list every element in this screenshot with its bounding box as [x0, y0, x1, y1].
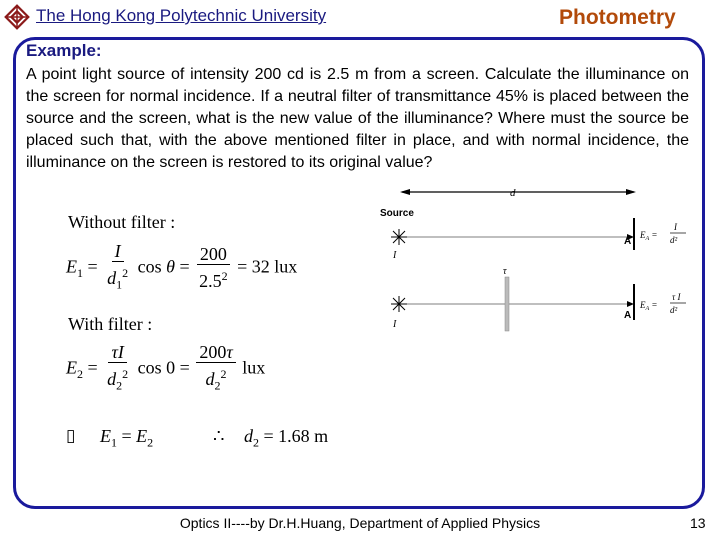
source-star-icon: [391, 296, 407, 312]
formula-bottom-num: τ I: [672, 292, 681, 302]
ray-bottom-head: [627, 301, 634, 307]
illuminance-formula-top: $E_A$ =: [640, 230, 658, 242]
illuminance-formula-bottom: $E_A$ =: [640, 300, 658, 312]
equality-condition: $E_1 = E_2$: [100, 426, 154, 450]
e1-result: = 32 lux: [237, 256, 298, 277]
formula-bottom-den: d²: [670, 305, 678, 315]
distance-arrow-left-head: [400, 189, 410, 195]
condition-symbol: ▯: [66, 426, 76, 445]
with-filter-label: With filter :: [68, 314, 153, 334]
transmittance-label: τ: [503, 266, 507, 277]
d2-result: = 1.68 m: [263, 426, 329, 446]
university-name[interactable]: The Hong Kong Polytechnic University: [36, 6, 327, 25]
page-number: 13: [690, 515, 706, 531]
formula-top-den: d²: [670, 235, 678, 245]
neutral-filter: [505, 277, 509, 331]
therefore-symbol: ∴: [213, 426, 225, 446]
source-star-icon: [391, 229, 407, 245]
e2-unit: lux: [242, 357, 266, 378]
slide-title: Photometry: [559, 6, 676, 29]
photometry-diagram: [372, 180, 702, 340]
intensity-label-bottom: I: [393, 319, 397, 330]
equation-e1: $E_1$ = $\frac{I}{d_1^2}$ cos θ = $\frac{200}{2.5^2}$ = 32 lux: [66, 241, 298, 292]
university-logo-icon: [2, 2, 32, 32]
distance-arrow-right-head: [626, 189, 636, 195]
example-label: Example:: [26, 41, 102, 60]
intensity-label-top: I: [393, 250, 397, 261]
formula-top-num: I: [674, 222, 677, 232]
footer-credit: Optics II----by Dr.H.Huang, Department of Applied Physics: [179, 515, 541, 531]
d2-result-equation: $d_2 = 1.68$ m: [244, 426, 329, 450]
distance-label: d: [510, 187, 516, 199]
problem-statement: A point light source of intensity 200 cd is 2.5 m from a screen. Calculate the illuminance on the screen for normal incidence. If a neutral filter of transmittance 45% is placed between the source and the screen, what is the new value of the illuminance? Where must the source be placed such that, with the above mentioned filter in place, and with normal incidence, the illuminance on the screen is restored to its original value?: [26, 66, 689, 171]
equation-e2: $E_2$ = $\frac{\tau I}{d_2^2}$ cos 0 = $\frac{200\tau}{d_2^2}$ lux: [66, 342, 266, 393]
without-filter-label: Without filter :: [68, 212, 176, 232]
area-label-bottom: A: [624, 310, 632, 321]
source-label: Source: [380, 208, 414, 219]
area-label-top: A: [624, 236, 632, 247]
